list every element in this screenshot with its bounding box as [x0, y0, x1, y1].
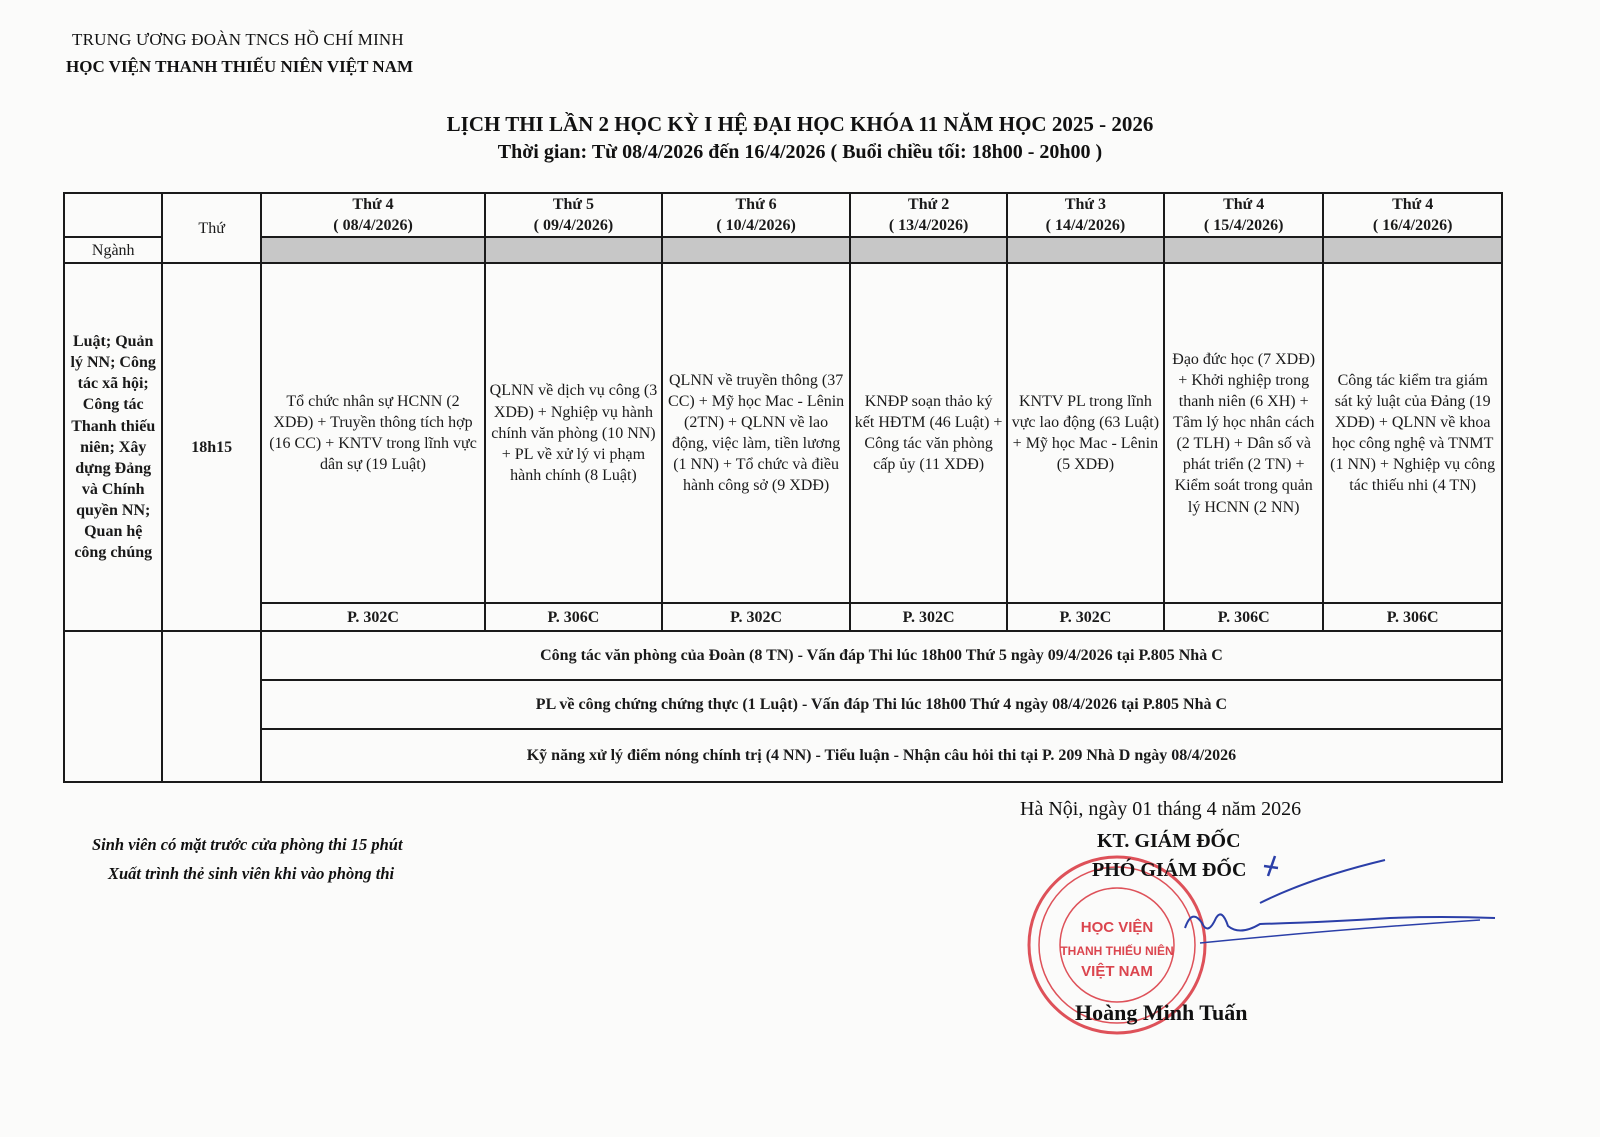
thu-label: Thứ	[162, 193, 260, 263]
day-date: ( 16/4/2026)	[1372, 217, 1453, 235]
day-header	[1323, 193, 1502, 237]
svg-text:VIỆT NAM: VIỆT NAM	[1081, 963, 1153, 980]
room-cell: P. 302C	[662, 603, 851, 631]
room-cell: P. 306C	[1323, 603, 1502, 631]
day-header	[662, 193, 851, 237]
day-name: Thứ 5	[552, 196, 595, 213]
exam-cell: QLNN về truyền thông (37 CC) + Mỹ học Mac - Lênin (2TN) + QLNN về lao động, việc làm, tiền lương (1 NN) + Tổ chức và điều hành công sở (9 XDĐ)	[662, 263, 851, 603]
room-row	[64, 603, 1502, 631]
gray-cell	[1007, 237, 1164, 263]
day-header	[485, 193, 662, 237]
day-date: ( 15/4/2026)	[1203, 217, 1284, 235]
gray-cell	[485, 237, 662, 263]
nganh-row	[64, 237, 1502, 263]
day-date: ( 08/4/2026)	[333, 217, 413, 235]
gray-cell	[261, 237, 485, 263]
day-name: Thứ 4	[352, 196, 394, 213]
page-title: LỊCH THI LẦN 2 HỌC KỲ I HỆ ĐẠI HỌC KHÓA 11 NĂM HỌC 2025 - 2026	[446, 112, 1154, 136]
exam-cell: QLNN về dịch vụ công (3 XDĐ) + Nghiệp vụ hành chính văn phòng (10 NN) + PL về xử lý vi phạm hành chính (8 Luật)	[485, 263, 662, 603]
place-date: Hà Nội, ngày 01 tháng 4 năm 2026	[1020, 798, 1302, 820]
signature-title-2: PHÓ GIÁM ĐỐC	[1092, 859, 1247, 881]
exam-cell: Công tác kiểm tra giám sát kỷ luật của Đảng (19 XDĐ) + QLNN về khoa học công nghệ và TNMT (1 NN) + Nghiệp vụ công tác thiếu nhi (4 TN)	[1323, 263, 1502, 603]
gray-cell	[850, 237, 1006, 263]
oral-exam-note: PL về công chứng chứng thực (1 Luật) - Vấn đáp Thi lúc 18h00 Thứ 4 ngày 08/4/2026 tại P.805 Nhà C	[261, 680, 1502, 729]
signature-title-1: KT. GIÁM ĐỐC	[1097, 830, 1241, 852]
day-name: Thứ 4	[1223, 196, 1265, 213]
svg-text:HỌC VIỆN: HỌC VIỆN	[1080, 919, 1154, 936]
exam-cell: KNTV PL trong lĩnh vực lao động (63 Luật) + Mỹ học Mac - Lênin (5 XDĐ)	[1007, 263, 1164, 603]
exam-schedule-table	[63, 192, 1503, 783]
major-cell: Luật; Quản lý NN; Công tác xã hội; Công tác Thanh thiếu niên; Xây dựng Đảng và Chính quyền NN; Quan hệ công chúng	[64, 263, 162, 631]
note-row	[64, 631, 1502, 680]
day-header	[1164, 193, 1323, 237]
day-date: ( 14/4/2026)	[1045, 217, 1126, 235]
day-header	[261, 193, 485, 237]
day-name: Thứ 3	[1064, 196, 1106, 213]
day-header	[850, 193, 1006, 237]
day-date: ( 10/4/2026)	[716, 217, 796, 235]
day-name: Thứ 2	[908, 196, 950, 213]
instructions	[92, 830, 403, 888]
oral-exam-note: Công tác văn phòng của Đoàn (8 TN) - Vấn đáp Thi lúc 18h00 Thứ 5 ngày 09/4/2026 tại P.805 Nhà C	[261, 631, 1502, 680]
room-cell: P. 302C	[1007, 603, 1164, 631]
day-date: ( 09/4/2026)	[533, 217, 614, 235]
svg-text:THANH THIẾU NIÊN: THANH THIẾU NIÊN	[1060, 944, 1174, 958]
note-row	[64, 729, 1502, 782]
essay-exam-note: Kỹ năng xử lý điểm nóng chính trị (4 NN) - Tiểu luận - Nhận câu hỏi thi tại P. 209 Nhà D ngày 08/4/2026	[261, 729, 1502, 782]
day-header	[1007, 193, 1164, 237]
page-subtitle: Thời gian: Từ 08/4/2026 đến 16/4/2026 ( Buổi chiều tối: 18h00 - 20h00 )	[497, 141, 1103, 163]
corner-cell	[64, 193, 162, 237]
instruction-line: Sinh viên có mặt trước cửa phòng thi 15 phút	[92, 835, 403, 854]
gray-cell	[662, 237, 851, 263]
room-cell: P. 302C	[261, 603, 485, 631]
empty-cell	[162, 631, 260, 782]
time-cell: 18h15	[162, 263, 260, 631]
day-name: Thứ 4	[1392, 196, 1434, 213]
exam-cell: Tổ chức nhân sự HCNN (2 XDĐ) + Truyền thông tích hợp (16 CC) + KNTV trong lĩnh vực dân sự (19 Luật)	[261, 263, 485, 603]
day-header-row	[64, 193, 1502, 237]
room-cell: P. 302C	[850, 603, 1006, 631]
gray-cell	[1323, 237, 1502, 263]
org-line-2: HỌC VIỆN THANH THIẾU NIÊN VIỆT NAM	[66, 57, 414, 76]
room-cell: P. 306C	[485, 603, 662, 631]
empty-cell	[64, 631, 162, 782]
handwritten-signature-icon	[1180, 848, 1500, 978]
gray-cell	[1164, 237, 1323, 263]
room-cell: P. 306C	[1164, 603, 1323, 631]
exam-row	[64, 263, 1502, 603]
exam-cell: Đạo đức học (7 XDĐ) + Khởi nghiệp trong thanh niên (6 XH) + Tâm lý học nhân cách (2 TLH) + Dân số và phát triển (2 TN) + Kiểm soát trong quản lý HCNN (2 NN)	[1164, 263, 1323, 603]
nganh-label: Ngành	[64, 237, 162, 263]
day-date: ( 13/4/2026)	[888, 217, 969, 235]
instruction-line: Xuất trình thẻ sinh viên khi vào phòng thi	[108, 864, 395, 883]
day-name: Thứ 6	[735, 196, 777, 213]
org-line-1: TRUNG ƯƠNG ĐOÀN TNCS HỒ CHÍ MINH	[72, 30, 404, 49]
note-row	[64, 680, 1502, 729]
signer-name: Hoàng Minh Tuấn	[1075, 1000, 1248, 1025]
exam-cell: KNĐP soạn thảo ký kết HĐTM (46 Luật) + Công tác văn phòng cấp ủy (11 XDĐ)	[850, 263, 1006, 603]
